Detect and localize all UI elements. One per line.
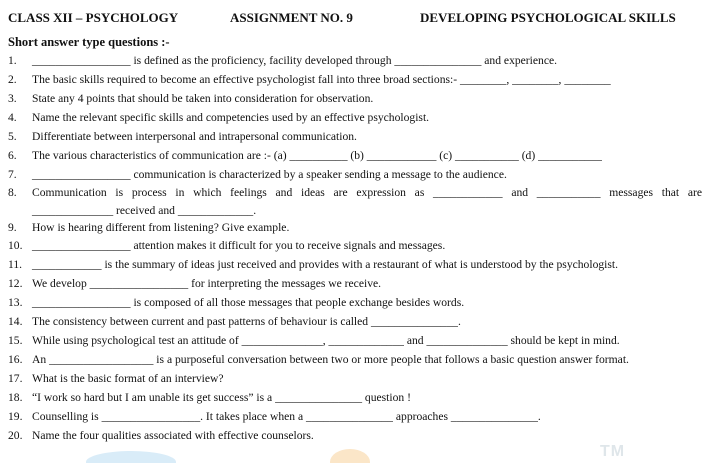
question-text: Communication is process in which feelings and ideas are expression as ____________ and ___________ messages that are — [32, 186, 702, 199]
watermark — [0, 437, 710, 463]
question-text: _________________ attention makes it difficult for you to receive signals and messages. — [32, 239, 446, 252]
question-number: 13. — [8, 296, 23, 309]
question-number: 1. — [8, 54, 17, 67]
topic-label: DEVELOPING PSYCHOLOGICAL SKILLS — [420, 10, 676, 25]
question-text: How is hearing different from listening? Give example. — [32, 221, 290, 234]
question-text: Counselling is _________________. It takes place when a _______________ approaches _______________. — [32, 410, 541, 423]
question-text: _________________ communication is characterized by a speaker sending a message to the audience. — [32, 168, 507, 181]
question-text: The various characteristics of communication are :- (a) __________ (b) ____________ (c) ___________ (d) ___________ — [32, 149, 602, 162]
watermark-shape — [330, 449, 370, 463]
question-number: 3. — [8, 92, 17, 105]
question-number: 7. — [8, 168, 17, 181]
question-text: State any 4 points that should be taken into consideration for observation. — [32, 92, 374, 105]
watermark-shape — [86, 451, 176, 463]
question-text: Name the four qualities associated with effective counselors. — [32, 429, 314, 442]
question-number: 20. — [8, 429, 23, 442]
question-text: “I work so hard but I am unable its get success” is a _______________ question ! — [32, 391, 411, 404]
class-label: CLASS XII – PSYCHOLOGY — [8, 10, 179, 25]
question-text: _________________ is defined as the proficiency, facility developed through _______________ and experience. — [32, 54, 558, 67]
question-number: 8. — [8, 186, 17, 199]
question-number: 19. — [8, 410, 23, 423]
question-text: We develop _________________ for interpreting the messages we receive. — [32, 277, 382, 290]
question-number: 14. — [8, 315, 23, 328]
question-number: 6. — [8, 149, 17, 162]
question-number: 2. — [8, 73, 17, 86]
question-text: The consistency between current and past patterns of behaviour is called _______________. — [32, 315, 461, 328]
question-number: 15. — [8, 334, 23, 347]
section-title: Short answer type questions :- — [8, 35, 170, 49]
question-text: ____________ is the summary of ideas just received and provides with a restaurant of what is understood by the psychologist. — [32, 258, 619, 271]
question-number: 12. — [8, 277, 23, 290]
question-number: 10. — [8, 239, 23, 252]
question-number: 16. — [8, 353, 23, 366]
question-text: _________________ is composed of all those messages that people exchange besides words. — [32, 296, 465, 309]
question-text: An __________________ is a purposeful conversation between two or more people that follows a basic question answer format. — [32, 353, 629, 366]
question-number: 4. — [8, 111, 17, 124]
question-text: What is the basic format of an interview? — [32, 372, 224, 385]
question-text: Name the relevant specific skills and competencies used by an effective psychologist. — [32, 111, 430, 124]
question-text: While using psychological test an attitude of ______________, _____________ and ______________ should be kept in mind. — [32, 334, 620, 347]
watermark-text: TM — [600, 443, 626, 460]
question-text: The basic skills required to become an effective psychologist fall into three broad sections:- ________, ________, ________ — [32, 73, 611, 86]
question-number: 11. — [8, 258, 23, 271]
question-number: 18. — [8, 391, 23, 404]
question-number: 17. — [8, 372, 23, 385]
question-number: 5. — [8, 130, 17, 143]
question-text: Differentiate between interpersonal and intrapersonal communication. — [32, 130, 357, 143]
assignment-label: ASSIGNMENT NO. 9 — [230, 10, 353, 25]
question-continuation: ______________ received and _____________. — [32, 204, 257, 217]
question-number: 9. — [8, 221, 17, 234]
document-header — [8, 10, 702, 28]
